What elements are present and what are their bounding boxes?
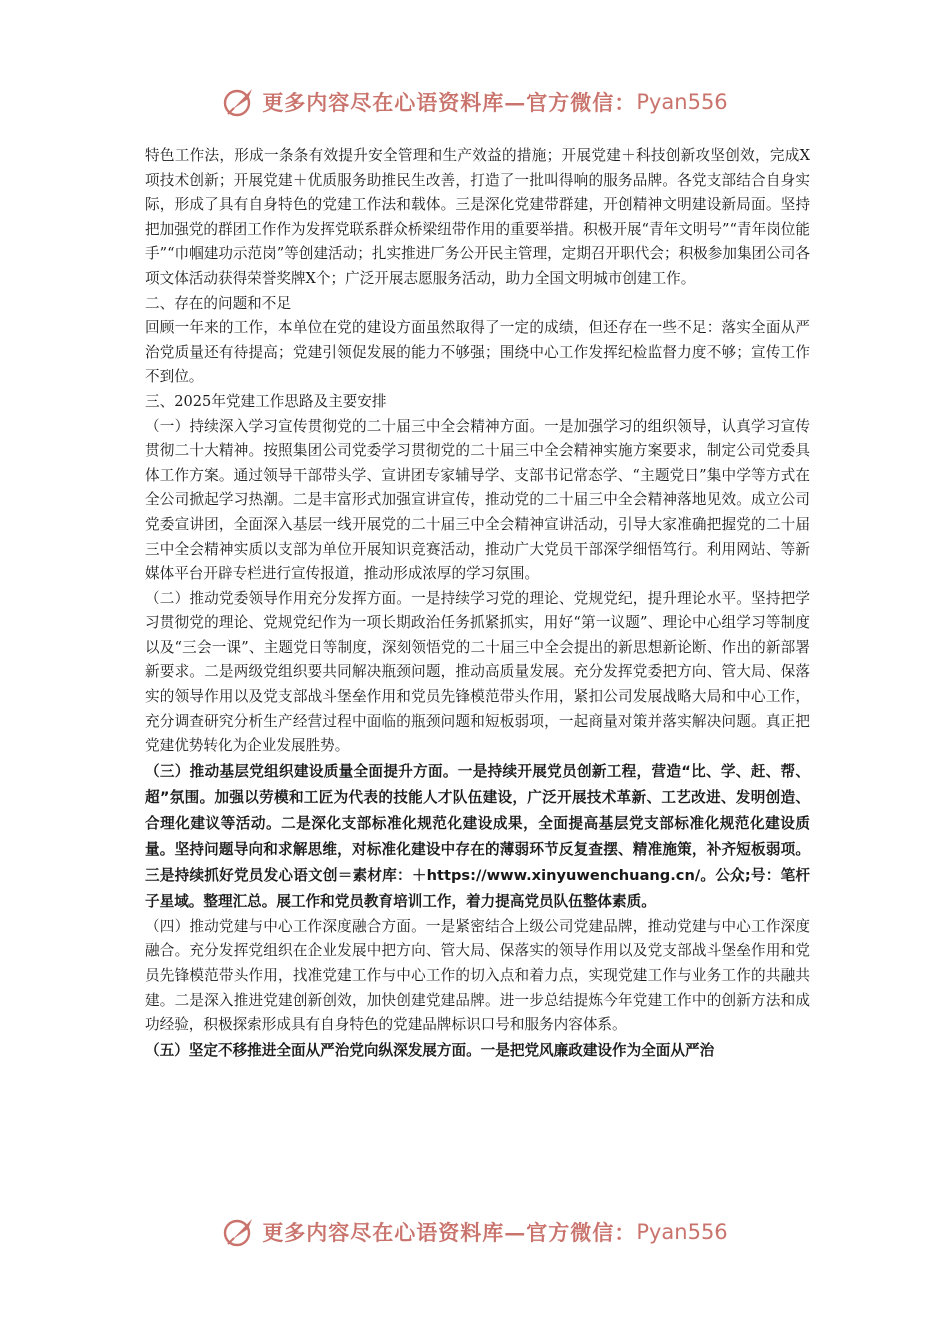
paragraph-2: 回顾一年来的工作，本单位在党的建设方面虽然取得了一定的成绩，但还存在一些不足：落实全面从严治党质量还有待提高；党建引领促发展的能力不够强；围绕中心工作发挥纪检监督力度不够；宣传工作不到位。 <box>145 319 810 386</box>
paragraph-3-3: （三）推动基层党组织建设质量全面提升方面。一是持续开展党员创新工程，营造“比、学、赶、帮、超”氛围。加强以劳模和工匠为代表的技能人才队伍建设，广泛开展技术革新、工艺改进、发明创造、合理化建议等活动。二是深化支部标准化规范化建设成果，全面提高基层党支部标准化规范化建设质量。坚持问题导向和求解思维，对标准化建设中存在的薄弱环节反复查摆、精准施策，补齐短板弱项。三是持续抓好党员发心语文创＝素材库：＋https://www.xinyuwenchuang.cn/。公众;号：笔杆子星域。整理汇总。展工作和党员教育培训工作，着力提高党员队伍整体素质。 <box>145 762 810 910</box>
section-heading-2: 二、存在的问题和不足 <box>145 294 291 312</box>
section-heading-3: 三、2025年党建工作思路及主要安排 <box>145 392 387 410</box>
footer-banner <box>0 1212 950 1252</box>
document-body <box>145 144 810 1064</box>
paragraph-1: 特色工作法，形成一条条有效提升安全管理和生产效益的措施；开展党建＋科技创新攻坚创效，完成X项技术创新；开展党建＋优质服务助推民生改善，打造了一批叫得响的服务品牌。各党支部结合自身实际，形成了具有自身特色的党建工作法和载体。三是深化党建带群建，开创精神文明建设新局面。坚持把加强党的群团工作作为发挥党联系群众桥梁纽带作用的重要举措。积极开展“青年文明号”“青年岗位能手”“巾帼建功示范岗”等创建活动；扎实推进厂务公开民主管理，定期召开职代会；积极参加集团公司各项文体活动获得荣誉奖牌X个；广泛开展志愿服务活动，助力全国文明城市创建工作。 <box>145 147 810 287</box>
quill-logo-icon <box>222 1215 256 1249</box>
banner-wechat-id: Pyan556 <box>636 90 728 114</box>
paragraph-3-1: （一）持续深入学习宣传贯彻党的二十届三中全会精神方面。一是加强学习的组织领导，认真学习宣传贯彻二十大精神。按照集团公司党委学习贯彻党的二十届三中全会精神实施方案要求，制定公司党委具体工作方案。通过领导干部带头学、宣讲团专家辅导学、支部书记常态学、“主题党日”集中学等方式在全公司掀起学习热潮。二是丰富形式加强宣讲宣传，推动党的二十届三中全会精神落地见效。成立公司党委宣讲团，全面深入基层一线开展党的二十届三中全会精神宣讲活动，引导大家准确把握党的二十届三中全会精神实质以支部为单位开展知识竞赛活动，推动广大党员干部深学细悟笃行。利用网站、等新媒体平台开辟专栏进行宣传报道，推动形成浓厚的学习氛围。 <box>145 417 810 583</box>
paragraph-3-5: （五）坚定不移推进全面从严治党向纵深发展方面。一是把党风廉政建设作为全面从严治 <box>145 1041 715 1059</box>
banner-text: 更多内容尽在心语资料库—官方微信： <box>262 90 637 115</box>
paragraph-3-2: （二）推动党委领导作用充分发挥方面。一是持续学习党的理论、党规党纪，提升理论水平。坚持把学习贯彻党的理论、党规党纪作为一项长期政治任务抓紧抓实，用好“第一议题”、理论中心组学习等制度以及“三会一课”、主题党日等制度，深刻领悟党的二十届三中全会提出的新思想新论断、作出的新部署新要求。二是两级党组织要共同解决瓶颈问题，推动高质量发展。充分发挥党委把方向、管大局、保落实的领导作用以及党支部战斗堡垒作用和党员先锋模范带头作用，紧扣公司发展战略大局和中心工作，充分调查研究分析生产经营过程中面临的瓶颈问题和短板弱项，一起商量对策并落实解决问题。真正把党建优势转化为企业发展胜势。 <box>145 589 810 755</box>
quill-logo-icon <box>222 85 256 119</box>
banner-wechat-id: Pyan556 <box>636 1220 728 1244</box>
header-banner <box>0 82 950 122</box>
banner-text: 更多内容尽在心语资料库—官方微信： <box>262 1220 637 1245</box>
paragraph-3-4: （四）推动党建与中心工作深度融合方面。一是紧密结合上级公司党建品牌，推动党建与中心工作深度融合。充分发挥党组织在企业发展中把方向、管大局、保落实的领导作用以及党支部战斗堡垒作用和党员先锋模范带头作用，找准党建工作与中心工作的切入点和着力点，实现党建工作与业务工作的共融共建。二是深入推进党建创新创效，加快创建党建品牌。进一步总结提炼今年党建工作中的创新方法和成功经验，积极探索形成具有自身特色的党建品牌标识口号和服务内容体系。 <box>145 917 810 1034</box>
